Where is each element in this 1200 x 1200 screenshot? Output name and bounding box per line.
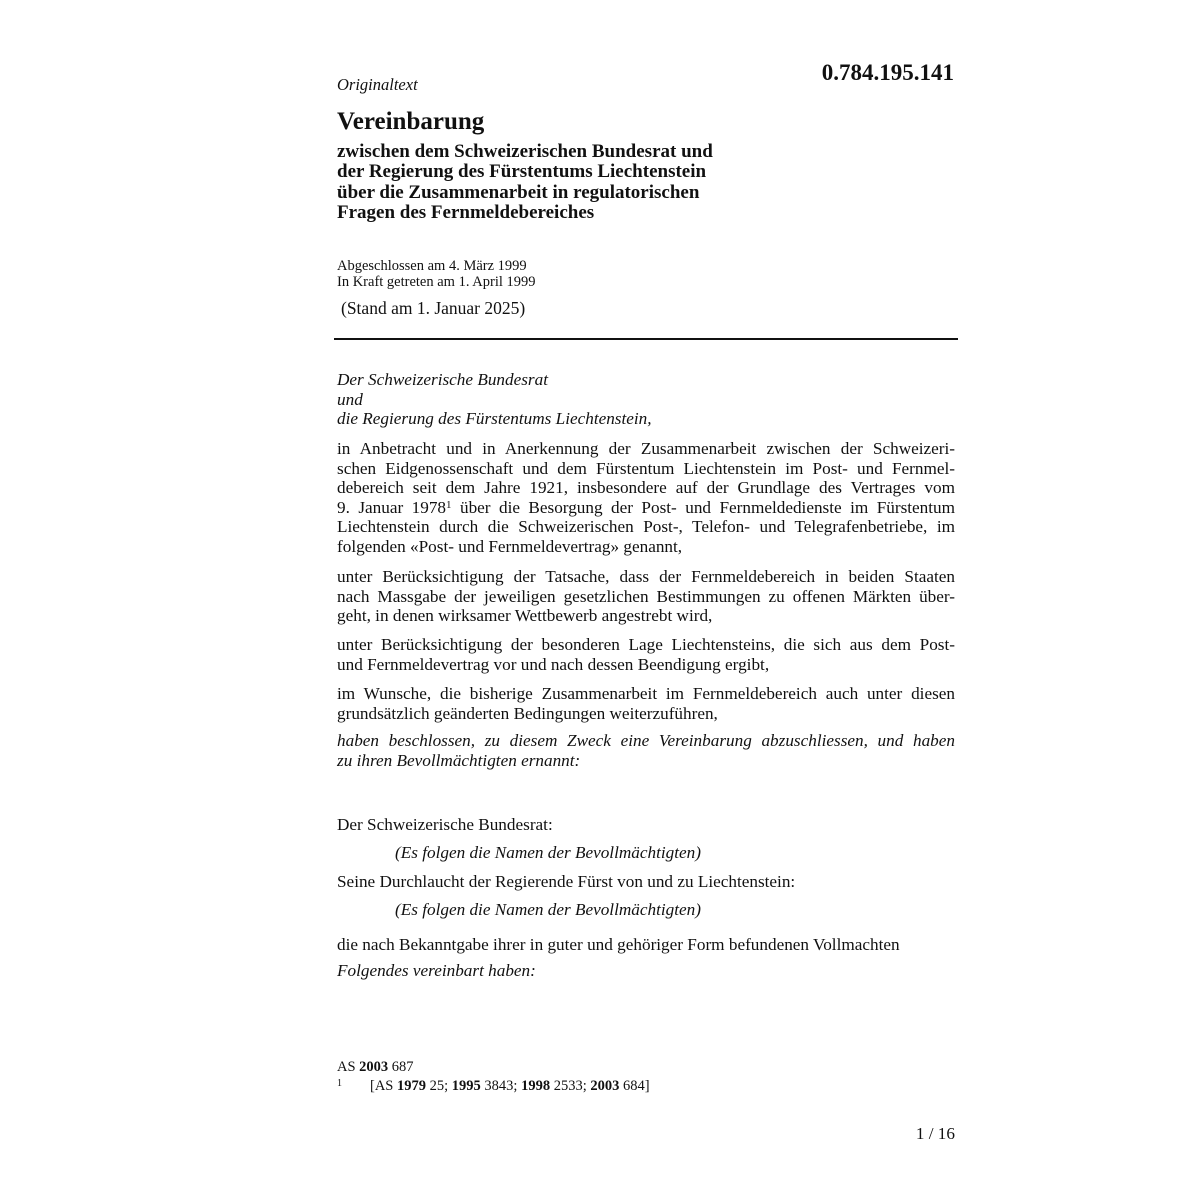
preamble-paragraph-4	[337, 684, 955, 723]
paragraph-line: folgenden «Post- und Fernmeldevertrag» genannt,	[337, 536, 683, 556]
preamble-paragraph-1	[337, 439, 955, 557]
paragraph-line	[337, 498, 955, 518]
preamble-paragraph-2	[337, 567, 955, 626]
page-title: Vereinbarung	[337, 108, 485, 135]
subtitle	[337, 142, 713, 223]
concluded-date: Abgeschlossen am 4. März 1999	[337, 258, 527, 274]
footnote-text	[370, 1078, 650, 1095]
liechtenstein-plenipotentiaries-label: Seine Durchlaucht der Regierende Fürst von und zu Liechtenstein:	[337, 872, 796, 891]
original-text-label: Originaltext	[337, 75, 418, 94]
paragraph-line: und Fernmeldevertrag vor und nach dessen Beendigung ergibt,	[337, 654, 770, 674]
footnote-number: 1	[337, 1078, 342, 1089]
and-word: und	[337, 389, 363, 409]
paragraph-line: unter Berücksichtigung der Tatsache, dass der Fernmeldebereich in beiden Staaten	[337, 567, 955, 586]
sr-number: 0.784.195.141	[821, 60, 954, 85]
paragraph-line-text: über die Besorgung der Post- und Fernmeldedienste im Fürstentum	[451, 497, 955, 517]
preamble-paragraph-3	[337, 635, 955, 674]
status-date: (Stand am 1. Januar 2025)	[341, 298, 526, 318]
liechtenstein-plenipotentiaries-names: (Es folgen die Namen der Bevollmächtigten)	[395, 900, 701, 919]
subtitle-line: zwischen dem Schweizerischen Bundesrat und	[337, 141, 713, 162]
footnote-part: 3843;	[480, 1078, 522, 1094]
footnote-year: 1998	[521, 1078, 551, 1094]
swiss-plenipotentiaries-label: Der Schweizerische Bundesrat:	[337, 815, 553, 834]
paragraph-line-text: 9. Januar 1978	[337, 497, 447, 517]
paragraph-line: zu ihren Bevollmächtigten ernannt:	[337, 750, 581, 770]
footnote-part: 2533;	[550, 1078, 591, 1094]
footnote-part: 25;	[426, 1078, 452, 1094]
date-block	[337, 259, 536, 290]
as-page: 687	[388, 1059, 414, 1075]
paragraph-line: grundsätzlich geänderten Bedingungen weiterzuführen,	[337, 703, 718, 723]
preamble-parties	[337, 370, 652, 429]
paragraph-line: haben beschlossen, zu diesem Zweck eine Vereinbarung abzuschliessen, und haben	[337, 731, 955, 750]
subtitle-line: Fragen des Fernmeldebereiches	[337, 201, 595, 223]
subtitle-line: der Regierung des Fürstentums Liechtenstein	[337, 161, 707, 183]
party-liechtenstein: die Regierung des Fürstentums Liechtenstein,	[337, 409, 652, 429]
in-force-date: In Kraft getreten am 1. April 1999	[337, 273, 536, 290]
paragraph-line: nach Massgabe der jeweiligen gesetzlichen Bestimmungen zu offenen Märkten über-	[337, 586, 955, 606]
paragraph-line: unter Berücksichtigung der besonderen Lage Liechtensteins, die sich aus dem Post-	[337, 635, 955, 654]
footnote-1	[337, 1078, 737, 1096]
footnote-year: 1979	[397, 1078, 426, 1094]
preamble-paragraph-5	[337, 731, 955, 770]
closing-text: die nach Bekanntgabe ihrer in guter und gehöriger Form befundenen Vollmachten	[337, 935, 900, 954]
paragraph-line: geht, in denen wirksamer Wettbewerb angestrebt wird,	[337, 606, 713, 626]
footnote-year: 2003	[590, 1078, 620, 1094]
as-reference	[337, 1059, 414, 1076]
paragraph-line: in Anbetracht und in Anerkennung der Zusammenarbeit zwischen der Schweizeri-	[337, 439, 955, 458]
paragraph-line: Liechtenstein durch die Schweizerischen Post-, Telefon- und Telegrafenbetriebe, im	[337, 517, 955, 537]
footnote-part: 684]	[619, 1078, 650, 1094]
paragraph-line: debereich seit dem Jahre 1921, insbesondere auf der Grundlage des Vertrages vom	[337, 478, 955, 498]
footnote-part: [AS	[370, 1078, 397, 1094]
agreed-text: Folgendes vereinbart haben:	[337, 961, 536, 980]
subtitle-line: über die Zusammenarbeit in regulatorischen	[337, 181, 700, 203]
footnote-reference[interactable]: 1	[446, 498, 452, 511]
party-switzerland: Der Schweizerische Bundesrat	[337, 370, 548, 389]
as-prefix: AS	[337, 1059, 360, 1075]
header-divider	[334, 338, 958, 340]
as-year: 2003	[359, 1059, 389, 1075]
footnote-year: 1995	[451, 1078, 481, 1094]
paragraph-line: im Wunsche, die bisherige Zusammenarbeit im Fernmeldebereich auch unter diesen	[337, 684, 955, 703]
swiss-plenipotentiaries-names: (Es folgen die Namen der Bevollmächtigten)	[395, 843, 701, 862]
paragraph-line: schen Eidgenossenschaft und dem Fürstentum Liechtenstein im Post- und Fernmel-	[337, 458, 955, 478]
page-number: 1 / 16	[915, 1124, 955, 1143]
